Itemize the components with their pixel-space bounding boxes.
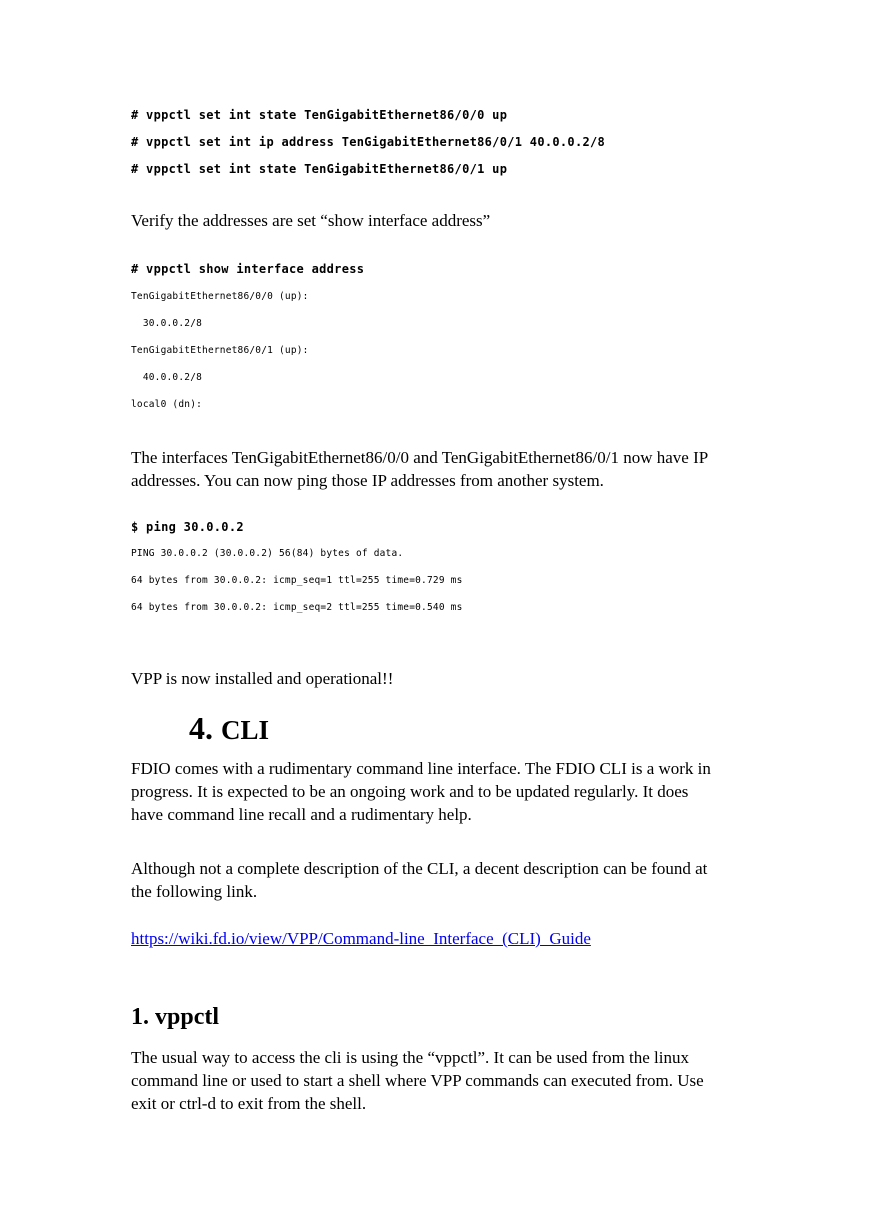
verify-paragraph: Verify the addresses are set “show interface address” (131, 211, 491, 230)
cli-paragraph-line: FDIO comes with a rudimentary command line interface. The FDIO CLI is a work in (131, 759, 711, 778)
output-line: local0 (dn): (131, 399, 203, 410)
show-command-line: # vppctl show interface address (131, 262, 365, 276)
command-line: # vppctl set int ip address TenGigabitEthernet86/0/1 40.0.0.2/8 (131, 135, 606, 149)
output-line: TenGigabitEthernet86/0/0 (up): (131, 291, 309, 302)
cli-paragraph-line: have command line recall and a rudimentary help. (131, 805, 472, 824)
vppctl-paragraph-line: The usual way to access the cli is using the “vppctl”. It can be used from the linux (131, 1048, 690, 1067)
interfaces-paragraph-line: addresses. You can now ping those IP addresses from another system. (131, 471, 604, 490)
output-line: 40.0.0.2/8 (131, 372, 203, 383)
vppctl-paragraph-line: command line or used to start a shell where VPP commands can executed from. Use (131, 1071, 704, 1090)
output-line: 64 bytes from 30.0.0.2: icmp_seq=2 ttl=255 time=0.540 ms (131, 602, 463, 613)
cli-description-line: the following link. (131, 882, 258, 901)
subsection-heading-vppctl: 1. vppctl (131, 1004, 220, 1030)
vppctl-paragraph-line: exit or ctrl-d to exit from the shell. (131, 1094, 367, 1113)
section-heading-cli (189, 710, 269, 747)
output-line: 64 bytes from 30.0.0.2: icmp_seq=1 ttl=255 time=0.729 ms (131, 575, 463, 586)
section-number: 4. (189, 710, 213, 746)
section-title: CLI (221, 715, 270, 745)
cli-paragraph-line: progress. It is expected to be an ongoing work and to be updated regularly. It does (131, 782, 689, 801)
output-line: PING 30.0.0.2 (30.0.0.2) 56(84) bytes of data. (131, 548, 404, 559)
output-line: TenGigabitEthernet86/0/1 (up): (131, 345, 309, 356)
command-line: # vppctl set int state TenGigabitEthernet86/0/0 up (131, 108, 508, 122)
output-line: 30.0.0.2/8 (131, 318, 203, 329)
cli-description-line: Although not a complete description of the CLI, a decent description can be found at (131, 859, 708, 878)
ping-command-line: $ ping 30.0.0.2 (131, 520, 244, 534)
interfaces-paragraph-line: The interfaces TenGigabitEthernet86/0/0 and TenGigabitEthernet86/0/1 now have IP (131, 448, 709, 467)
installed-paragraph: VPP is now installed and operational!! (131, 669, 394, 688)
cli-guide-link[interactable]: https://wiki.fd.io/view/VPP/Command-line_Interface_(CLI)_Guide (131, 929, 591, 948)
command-line: # vppctl set int state TenGigabitEthernet86/0/1 up (131, 162, 508, 176)
